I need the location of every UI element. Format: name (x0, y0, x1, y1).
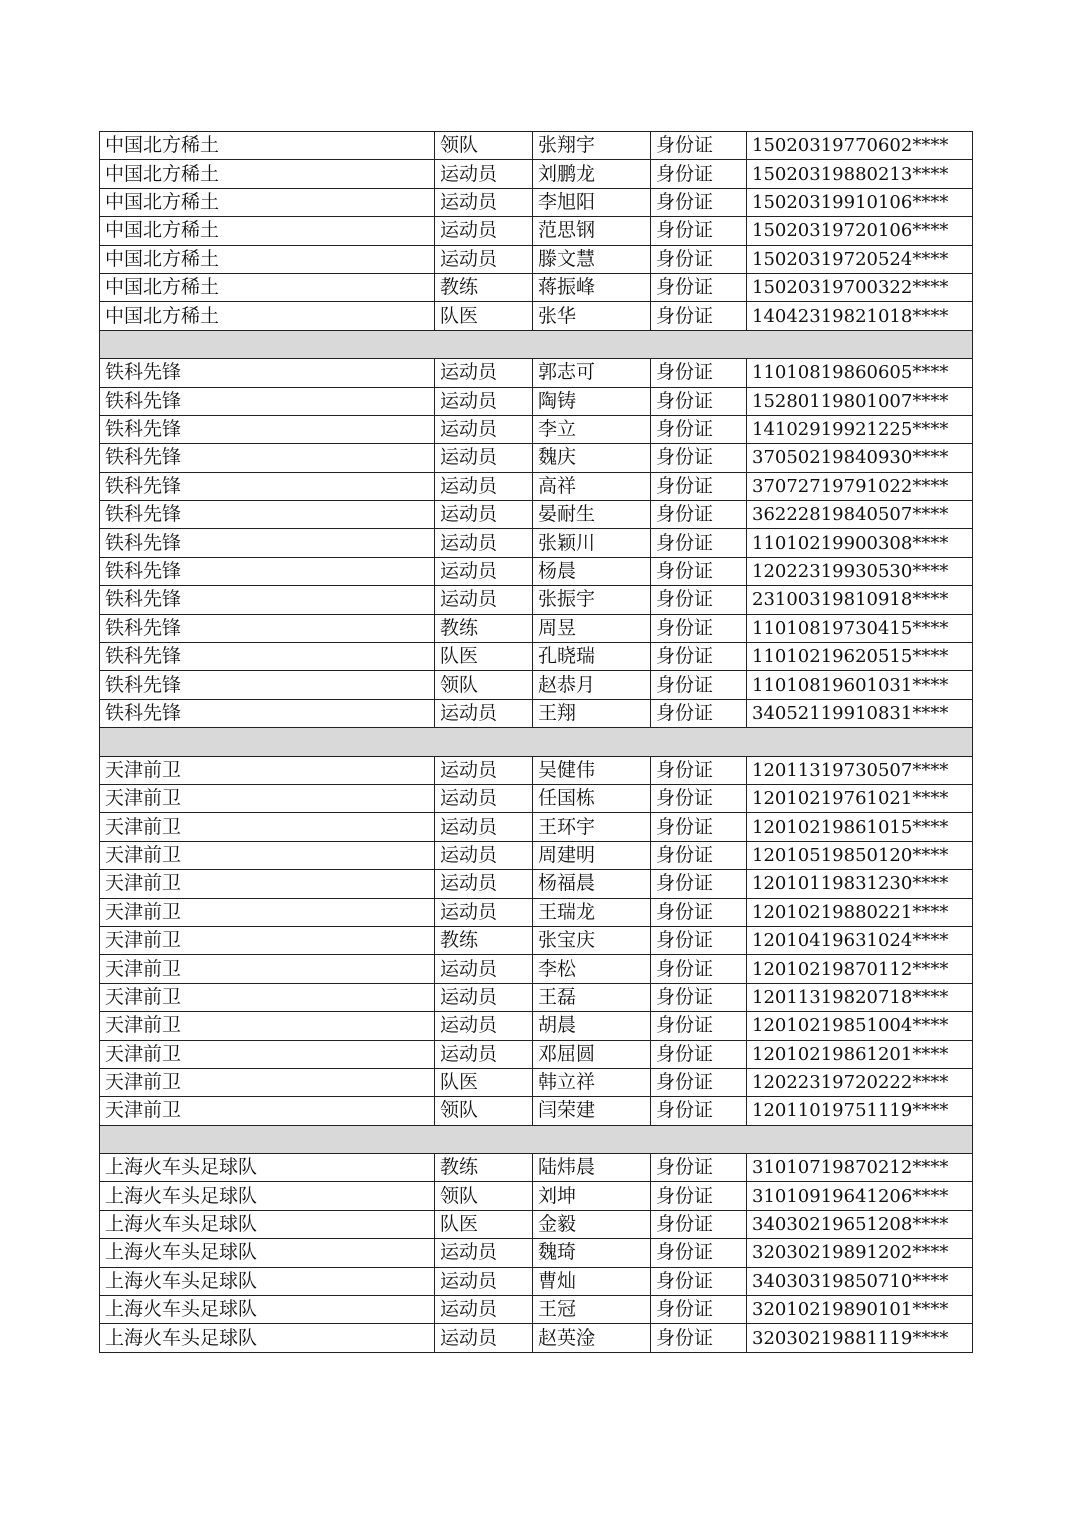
table-row (100, 756, 973, 784)
cell-id-number: 15280119801007**** (747, 387, 973, 415)
cell-id-number: 11010819860605**** (747, 359, 973, 387)
cell-id-type: 身份证 (651, 898, 747, 926)
cell-team: 铁科先锋 (100, 529, 435, 557)
cell-id-type: 身份证 (651, 1012, 747, 1040)
cell-role: 运动员 (435, 387, 533, 415)
cell-id-type: 身份证 (651, 217, 747, 245)
cell-team: 天津前卫 (100, 1040, 435, 1068)
cell-id-number: 12010219851004**** (747, 1012, 973, 1040)
cell-team: 上海火车头足球队 (100, 1324, 435, 1352)
table-row (100, 870, 973, 898)
cell-id-number: 12010219761021**** (747, 784, 973, 812)
cell-team: 天津前卫 (100, 1097, 435, 1125)
cell-id-number: 11010819601031**** (747, 671, 973, 699)
cell-role: 领队 (435, 1097, 533, 1125)
cell-id-number: 32030219881119**** (747, 1324, 973, 1352)
table-row (100, 1182, 973, 1210)
cell-id-number: 12010519850120**** (747, 841, 973, 869)
cell-team: 天津前卫 (100, 756, 435, 784)
cell-name: 邓屈圆 (533, 1040, 651, 1068)
cell-id-number: 32030219891202**** (747, 1239, 973, 1267)
table-row (100, 841, 973, 869)
roster-table (99, 131, 973, 1353)
cell-id-number: 37072719791022**** (747, 472, 973, 500)
cell-name: 刘鹏龙 (533, 160, 651, 188)
table-row (100, 784, 973, 812)
table-row (100, 557, 973, 585)
table-row (100, 472, 973, 500)
cell-team: 中国北方稀土 (100, 160, 435, 188)
cell-name: 李立 (533, 415, 651, 443)
table-row (100, 444, 973, 472)
cell-role: 教练 (435, 614, 533, 642)
table-row (100, 1068, 973, 1096)
cell-role: 运动员 (435, 501, 533, 529)
cell-role: 运动员 (435, 813, 533, 841)
cell-team: 铁科先锋 (100, 699, 435, 727)
cell-id-type: 身份证 (651, 643, 747, 671)
cell-name: 蒋振峰 (533, 273, 651, 301)
cell-id-type: 身份证 (651, 1040, 747, 1068)
cell-name: 赵恭月 (533, 671, 651, 699)
cell-id-type: 身份证 (651, 387, 747, 415)
cell-name: 赵英淦 (533, 1324, 651, 1352)
cell-id-type: 身份证 (651, 557, 747, 585)
cell-id-number: 15020319910106**** (747, 188, 973, 216)
cell-team: 天津前卫 (100, 1068, 435, 1096)
cell-id-number: 31010919641206**** (747, 1182, 973, 1210)
cell-role: 运动员 (435, 1267, 533, 1295)
cell-team: 中国北方稀土 (100, 273, 435, 301)
cell-name: 闫荣建 (533, 1097, 651, 1125)
cell-id-number: 15020319720106**** (747, 217, 973, 245)
cell-id-number: 11010219900308**** (747, 529, 973, 557)
cell-id-number: 12010219870112**** (747, 955, 973, 983)
cell-team: 上海火车头足球队 (100, 1267, 435, 1295)
cell-id-type: 身份证 (651, 1068, 747, 1096)
cell-role: 领队 (435, 132, 533, 160)
roster-body (100, 132, 973, 1353)
cell-id-number: 14042319821018**** (747, 302, 973, 330)
cell-id-type: 身份证 (651, 1210, 747, 1238)
cell-name: 范思钢 (533, 217, 651, 245)
cell-id-number: 12022319930530**** (747, 557, 973, 585)
cell-id-type: 身份证 (651, 415, 747, 443)
cell-team: 铁科先锋 (100, 472, 435, 500)
cell-name: 王冠 (533, 1296, 651, 1324)
cell-id-number: 12010219861015**** (747, 813, 973, 841)
cell-id-type: 身份证 (651, 1324, 747, 1352)
cell-name: 陶铸 (533, 387, 651, 415)
table-row (100, 415, 973, 443)
cell-role: 运动员 (435, 756, 533, 784)
cell-role: 教练 (435, 926, 533, 954)
cell-team: 天津前卫 (100, 841, 435, 869)
cell-role: 运动员 (435, 955, 533, 983)
cell-name: 王环宇 (533, 813, 651, 841)
cell-id-number: 12010219861201**** (747, 1040, 973, 1068)
table-row (100, 1210, 973, 1238)
cell-id-type: 身份证 (651, 359, 747, 387)
cell-team: 铁科先锋 (100, 444, 435, 472)
cell-name: 郭志可 (533, 359, 651, 387)
cell-role: 领队 (435, 1182, 533, 1210)
cell-id-type: 身份证 (651, 983, 747, 1011)
cell-team: 铁科先锋 (100, 501, 435, 529)
cell-name: 吴健伟 (533, 756, 651, 784)
cell-id-type: 身份证 (651, 841, 747, 869)
table-row (100, 1154, 973, 1182)
table-row (100, 245, 973, 273)
cell-id-type: 身份证 (651, 870, 747, 898)
table-row (100, 1267, 973, 1295)
cell-role: 领队 (435, 671, 533, 699)
cell-id-type: 身份证 (651, 302, 747, 330)
cell-id-type: 身份证 (651, 245, 747, 273)
cell-team: 天津前卫 (100, 870, 435, 898)
cell-team: 天津前卫 (100, 813, 435, 841)
cell-name: 魏庆 (533, 444, 651, 472)
cell-id-number: 12010419631024**** (747, 926, 973, 954)
cell-name: 滕文慧 (533, 245, 651, 273)
cell-team: 天津前卫 (100, 784, 435, 812)
cell-team: 天津前卫 (100, 898, 435, 926)
cell-role: 队医 (435, 1210, 533, 1238)
cell-role: 运动员 (435, 898, 533, 926)
cell-id-type: 身份证 (651, 1296, 747, 1324)
cell-id-number: 37050219840930**** (747, 444, 973, 472)
cell-team: 上海火车头足球队 (100, 1239, 435, 1267)
table-row (100, 1040, 973, 1068)
cell-id-number: 15020319720524**** (747, 245, 973, 273)
cell-id-type: 身份证 (651, 160, 747, 188)
cell-id-number: 23100319810918**** (747, 586, 973, 614)
cell-name: 张宝庆 (533, 926, 651, 954)
cell-role: 教练 (435, 273, 533, 301)
team-separator-row (100, 330, 973, 358)
cell-team: 铁科先锋 (100, 387, 435, 415)
cell-role: 运动员 (435, 586, 533, 614)
cell-name: 高祥 (533, 472, 651, 500)
cell-id-type: 身份证 (651, 444, 747, 472)
cell-id-number: 14102919921225**** (747, 415, 973, 443)
cell-team: 天津前卫 (100, 955, 435, 983)
cell-id-type: 身份证 (651, 586, 747, 614)
table-row (100, 813, 973, 841)
table-row (100, 160, 973, 188)
cell-name: 张华 (533, 302, 651, 330)
cell-role: 运动员 (435, 1040, 533, 1068)
cell-role: 队医 (435, 643, 533, 671)
cell-id-type: 身份证 (651, 132, 747, 160)
team-separator-row (100, 1125, 973, 1153)
cell-team: 上海火车头足球队 (100, 1210, 435, 1238)
cell-role: 运动员 (435, 188, 533, 216)
cell-role: 运动员 (435, 699, 533, 727)
cell-id-type: 身份证 (651, 273, 747, 301)
cell-id-type: 身份证 (651, 188, 747, 216)
table-row (100, 983, 973, 1011)
table-row (100, 699, 973, 727)
cell-id-number: 34030219651208**** (747, 1210, 973, 1238)
cell-name: 任国栋 (533, 784, 651, 812)
cell-team: 中国北方稀土 (100, 245, 435, 273)
cell-id-number: 12011019751119**** (747, 1097, 973, 1125)
cell-id-number: 15020319880213**** (747, 160, 973, 188)
cell-name: 张颖川 (533, 529, 651, 557)
cell-id-number: 15020319700322**** (747, 273, 973, 301)
cell-id-type: 身份证 (651, 671, 747, 699)
cell-team: 天津前卫 (100, 983, 435, 1011)
cell-id-type: 身份证 (651, 1154, 747, 1182)
cell-role: 运动员 (435, 472, 533, 500)
cell-id-type: 身份证 (651, 614, 747, 642)
cell-id-number: 12010119831230**** (747, 870, 973, 898)
cell-id-type: 身份证 (651, 529, 747, 557)
table-row (100, 1012, 973, 1040)
table-row (100, 643, 973, 671)
table-row (100, 501, 973, 529)
cell-id-number: 32010219890101**** (747, 1296, 973, 1324)
cell-role: 队医 (435, 302, 533, 330)
cell-id-number: 12011319820718**** (747, 983, 973, 1011)
cell-id-type: 身份证 (651, 1239, 747, 1267)
table-row (100, 586, 973, 614)
cell-team: 上海火车头足球队 (100, 1182, 435, 1210)
cell-name: 金毅 (533, 1210, 651, 1238)
cell-team: 中国北方稀土 (100, 188, 435, 216)
separator-cell (100, 728, 973, 756)
cell-id-type: 身份证 (651, 955, 747, 983)
separator-cell (100, 1125, 973, 1153)
cell-id-type: 身份证 (651, 1182, 747, 1210)
cell-team: 铁科先锋 (100, 671, 435, 699)
cell-id-number: 31010719870212**** (747, 1154, 973, 1182)
table-row (100, 387, 973, 415)
cell-id-type: 身份证 (651, 501, 747, 529)
table-row (100, 614, 973, 642)
separator-cell (100, 330, 973, 358)
cell-id-type: 身份证 (651, 1097, 747, 1125)
cell-name: 张翔宇 (533, 132, 651, 160)
cell-role: 运动员 (435, 245, 533, 273)
table-row (100, 359, 973, 387)
cell-name: 曹灿 (533, 1267, 651, 1295)
cell-team: 天津前卫 (100, 1012, 435, 1040)
cell-id-number: 12010219880221**** (747, 898, 973, 926)
cell-team: 中国北方稀土 (100, 302, 435, 330)
cell-name: 周昱 (533, 614, 651, 642)
cell-role: 运动员 (435, 983, 533, 1011)
table-row (100, 132, 973, 160)
table-row (100, 302, 973, 330)
table-row (100, 955, 973, 983)
cell-id-type: 身份证 (651, 813, 747, 841)
cell-team: 中国北方稀土 (100, 132, 435, 160)
cell-role: 运动员 (435, 217, 533, 245)
cell-role: 运动员 (435, 784, 533, 812)
cell-id-number: 12011319730507**** (747, 756, 973, 784)
cell-name: 王磊 (533, 983, 651, 1011)
cell-team: 铁科先锋 (100, 557, 435, 585)
cell-team: 铁科先锋 (100, 359, 435, 387)
cell-name: 李松 (533, 955, 651, 983)
table-row (100, 1296, 973, 1324)
table-row (100, 1324, 973, 1352)
table-row (100, 1097, 973, 1125)
cell-role: 运动员 (435, 870, 533, 898)
team-separator-row (100, 728, 973, 756)
cell-id-type: 身份证 (651, 784, 747, 812)
cell-team: 铁科先锋 (100, 586, 435, 614)
cell-role: 运动员 (435, 1012, 533, 1040)
cell-team: 铁科先锋 (100, 415, 435, 443)
cell-name: 魏琦 (533, 1239, 651, 1267)
table-row (100, 217, 973, 245)
cell-role: 运动员 (435, 415, 533, 443)
cell-role: 运动员 (435, 444, 533, 472)
cell-name: 杨福晨 (533, 870, 651, 898)
cell-id-number: 11010219620515**** (747, 643, 973, 671)
cell-id-number: 34052119910831**** (747, 699, 973, 727)
cell-id-type: 身份证 (651, 699, 747, 727)
cell-name: 李旭阳 (533, 188, 651, 216)
table-row (100, 926, 973, 954)
cell-role: 教练 (435, 1154, 533, 1182)
cell-role: 运动员 (435, 1296, 533, 1324)
cell-role: 运动员 (435, 359, 533, 387)
cell-role: 运动员 (435, 1239, 533, 1267)
cell-team: 铁科先锋 (100, 614, 435, 642)
table-row (100, 898, 973, 926)
cell-id-type: 身份证 (651, 926, 747, 954)
cell-role: 队医 (435, 1068, 533, 1096)
table-row (100, 273, 973, 301)
cell-name: 陆炜晨 (533, 1154, 651, 1182)
cell-name: 王翔 (533, 699, 651, 727)
cell-name: 孔晓瑞 (533, 643, 651, 671)
table-row (100, 529, 973, 557)
cell-team: 铁科先锋 (100, 643, 435, 671)
cell-name: 周建明 (533, 841, 651, 869)
cell-team: 上海火车头足球队 (100, 1296, 435, 1324)
cell-id-type: 身份证 (651, 1267, 747, 1295)
cell-role: 运动员 (435, 841, 533, 869)
cell-name: 胡晨 (533, 1012, 651, 1040)
cell-id-number: 36222819840507**** (747, 501, 973, 529)
cell-id-type: 身份证 (651, 472, 747, 500)
cell-id-number: 15020319770602**** (747, 132, 973, 160)
table-row (100, 188, 973, 216)
cell-id-number: 34030319850710**** (747, 1267, 973, 1295)
cell-role: 运动员 (435, 1324, 533, 1352)
cell-role: 运动员 (435, 160, 533, 188)
cell-name: 杨晨 (533, 557, 651, 585)
table-row (100, 671, 973, 699)
cell-role: 运动员 (435, 529, 533, 557)
table-row (100, 1239, 973, 1267)
cell-id-number: 12022319720222**** (747, 1068, 973, 1096)
cell-team: 中国北方稀土 (100, 217, 435, 245)
cell-id-type: 身份证 (651, 756, 747, 784)
cell-name: 晏耐生 (533, 501, 651, 529)
cell-name: 张振宇 (533, 586, 651, 614)
cell-team: 天津前卫 (100, 926, 435, 954)
cell-team: 上海火车头足球队 (100, 1154, 435, 1182)
cell-name: 韩立祥 (533, 1068, 651, 1096)
cell-id-number: 11010819730415**** (747, 614, 973, 642)
cell-role: 运动员 (435, 557, 533, 585)
cell-name: 王瑞龙 (533, 898, 651, 926)
cell-name: 刘坤 (533, 1182, 651, 1210)
